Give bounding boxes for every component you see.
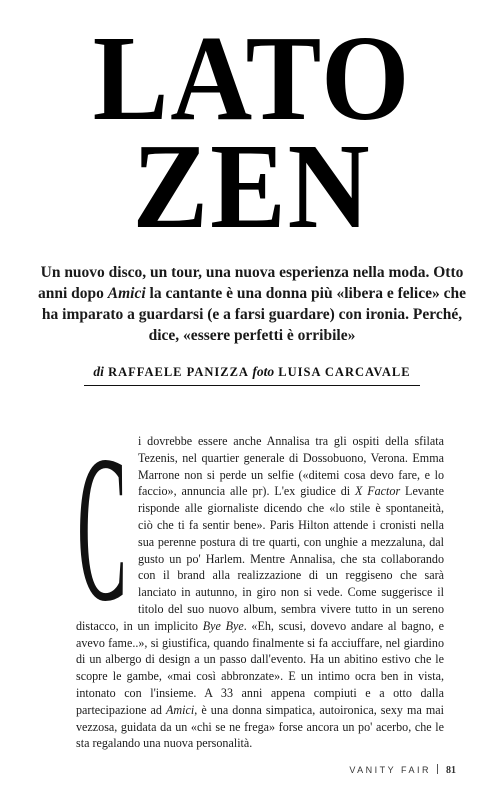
headline-line-1: LATO [92, 11, 412, 146]
magazine-name: VANITY FAIR [349, 765, 431, 775]
headline-line-2: ZEN [132, 119, 372, 254]
body-text-3: . «Eh, scusi, dovevo andare al bagno, e avevo fame..», si giustifica, quando finalmente si fa acciuffare, nel giardino di un albergo di design a un passo dall'evento. Ha un abitino estivo che le scopre le gambe, «mai così abbronzate». E un intimo ocra ben in vista, intonato con l'insieme. A 33 anni appena compiuti e a otto dalla partecipazione ad [76, 618, 444, 717]
byline-foto: foto [252, 364, 275, 379]
body-italic-2: Bye Bye [202, 618, 244, 633]
body-text-2: Levante risponde alle giornaliste dicendo che «lo stile è spontaneità, ciò che ti fa sentir bene». Paris Hilton attende i cronisti nella sua perenne postura di tre quarti, con unghie a mezzaluna, dal gusto un po' Harlem. Mentre Annalisa, che sta collaborando con il brand alla realizzazione di un reggiseno che sarà lanciato in autunno, in giro non si vede. Come suggerisce il titolo del suo nuovo album, sembra vivere tutto in un sereno distacco, in un implicito [76, 484, 444, 633]
body-text-1: i dovrebbe essere anche Annalisa tra gli ospiti della sfilata Tezenis, nel quartier generale di Dossobuono, Verona. Emma Marrone non si perde un selfie («ditemi cosa devo fare, e lo faccio», annuncia alle pr). L'ex giudice di [138, 434, 444, 499]
standfirst [34, 262, 470, 346]
byline-di: di [93, 364, 104, 379]
body-text-4: , è una donna simpatica, autoironica, sexy ma mai vezzosa, guidata da un «chi se ne frega» forse ancora un po' acerbo, che le sta regalando una nuova personalità. [76, 702, 445, 751]
body-italic-3: Amici [166, 702, 195, 717]
standfirst-text-end: la cantante è una donna più «libera e felice» che ha imparato a guardarsi (e a farsi guardare) con ironia. Perché, dice, «essere perfetti è orribile» [41, 285, 466, 344]
byline-divider [84, 385, 420, 386]
footer-separator [437, 764, 438, 774]
drop-cap-glyph [76, 433, 128, 605]
page-footer [0, 764, 456, 776]
article-body [76, 433, 444, 752]
drop-cap [76, 433, 128, 605]
body-italic-1: X Factor [354, 484, 401, 499]
byline-author: RAFFAELE PANIZZA [108, 365, 249, 379]
byline [84, 364, 420, 380]
standfirst-italic: Amici [107, 285, 146, 302]
byline-photographer: LUISA CARCAVALE [278, 365, 411, 379]
standfirst-text: Un nuovo disco, un tour, una nuova esperienza nella moda. Otto anni dopo [37, 264, 464, 302]
svg-text:C: C [77, 433, 127, 605]
page-number: 81 [446, 765, 456, 776]
